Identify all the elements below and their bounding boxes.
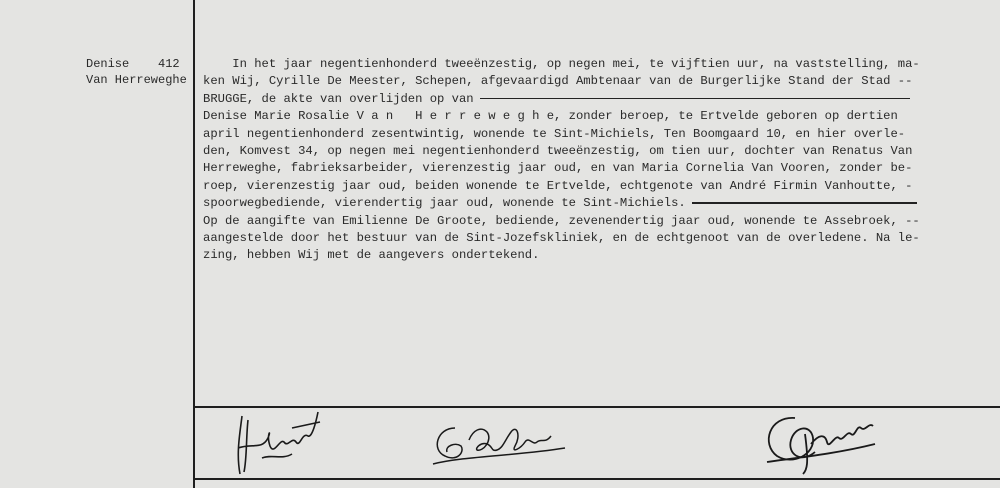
act-line: ken Wij, Cyrille De Meester, Schepen, afgevaardigd Ambtenaar van de Burgerlijke Stand der Stad --	[203, 74, 913, 89]
act-line: zing, hebben Wij met de aangevers ondertekend.	[203, 248, 540, 263]
act-line: april negentienhonderd zesentwintig, wonende te Sint-Michiels, Ten Boomgaard 10, en hier overle-	[203, 126, 906, 141]
act-line: In het jaar negentienhonderd tweeënzestig, op negen mei, te vijftien uur, na vaststelling, ma-	[203, 57, 920, 71]
act-line: Herreweghe, fabrieksarbeider, vierenzestig jaar oud, en van Maria Cornelia Van Vooren, zonder be-	[203, 161, 913, 176]
act-line: den, Komvest 34, op negen mei negentienhonderd tweeënzestig, om tien uur, dochter van Renatus Van	[203, 143, 913, 158]
record-number: 412	[158, 57, 180, 71]
act-line: Op de aangifte van Emilienne De Groote, bediende, zevenendertig jaar oud, wonende te Assebroek, --	[203, 213, 920, 228]
margin-last-name: Van Herreweghe	[86, 73, 187, 87]
act-line: BRUGGE, de akte van overlijden op van	[203, 91, 933, 108]
margin-annotation	[86, 56, 187, 88]
margin-divider-line	[193, 0, 195, 488]
act-line: spoorwegbediende, vierendertig jaar oud, wonende te Sint-Michiels.	[203, 195, 933, 212]
death-certificate-text	[203, 56, 933, 265]
margin-first-name: Denise	[86, 57, 130, 71]
act-line: roep, vierenzestig jaar oud, beiden wonende te Ertvelde, echtgenote van André Firmin Vanhoutte, -	[203, 178, 913, 193]
signature-de-meester	[755, 404, 885, 480]
act-line: aangestelde door het bestuur van de Sint-Jozefskliniek, en de echtgenoot van de overledene. Na le-	[203, 230, 920, 245]
fill-rule	[692, 202, 917, 204]
act-line: Denise Marie Rosalie V a n H e r r e w e g h e, zonder beroep, te Ertvelde geboren op dertien	[203, 109, 898, 124]
fill-rule	[480, 98, 910, 100]
signature-vanhoutte	[222, 408, 332, 480]
signature-de-groote	[425, 406, 575, 480]
